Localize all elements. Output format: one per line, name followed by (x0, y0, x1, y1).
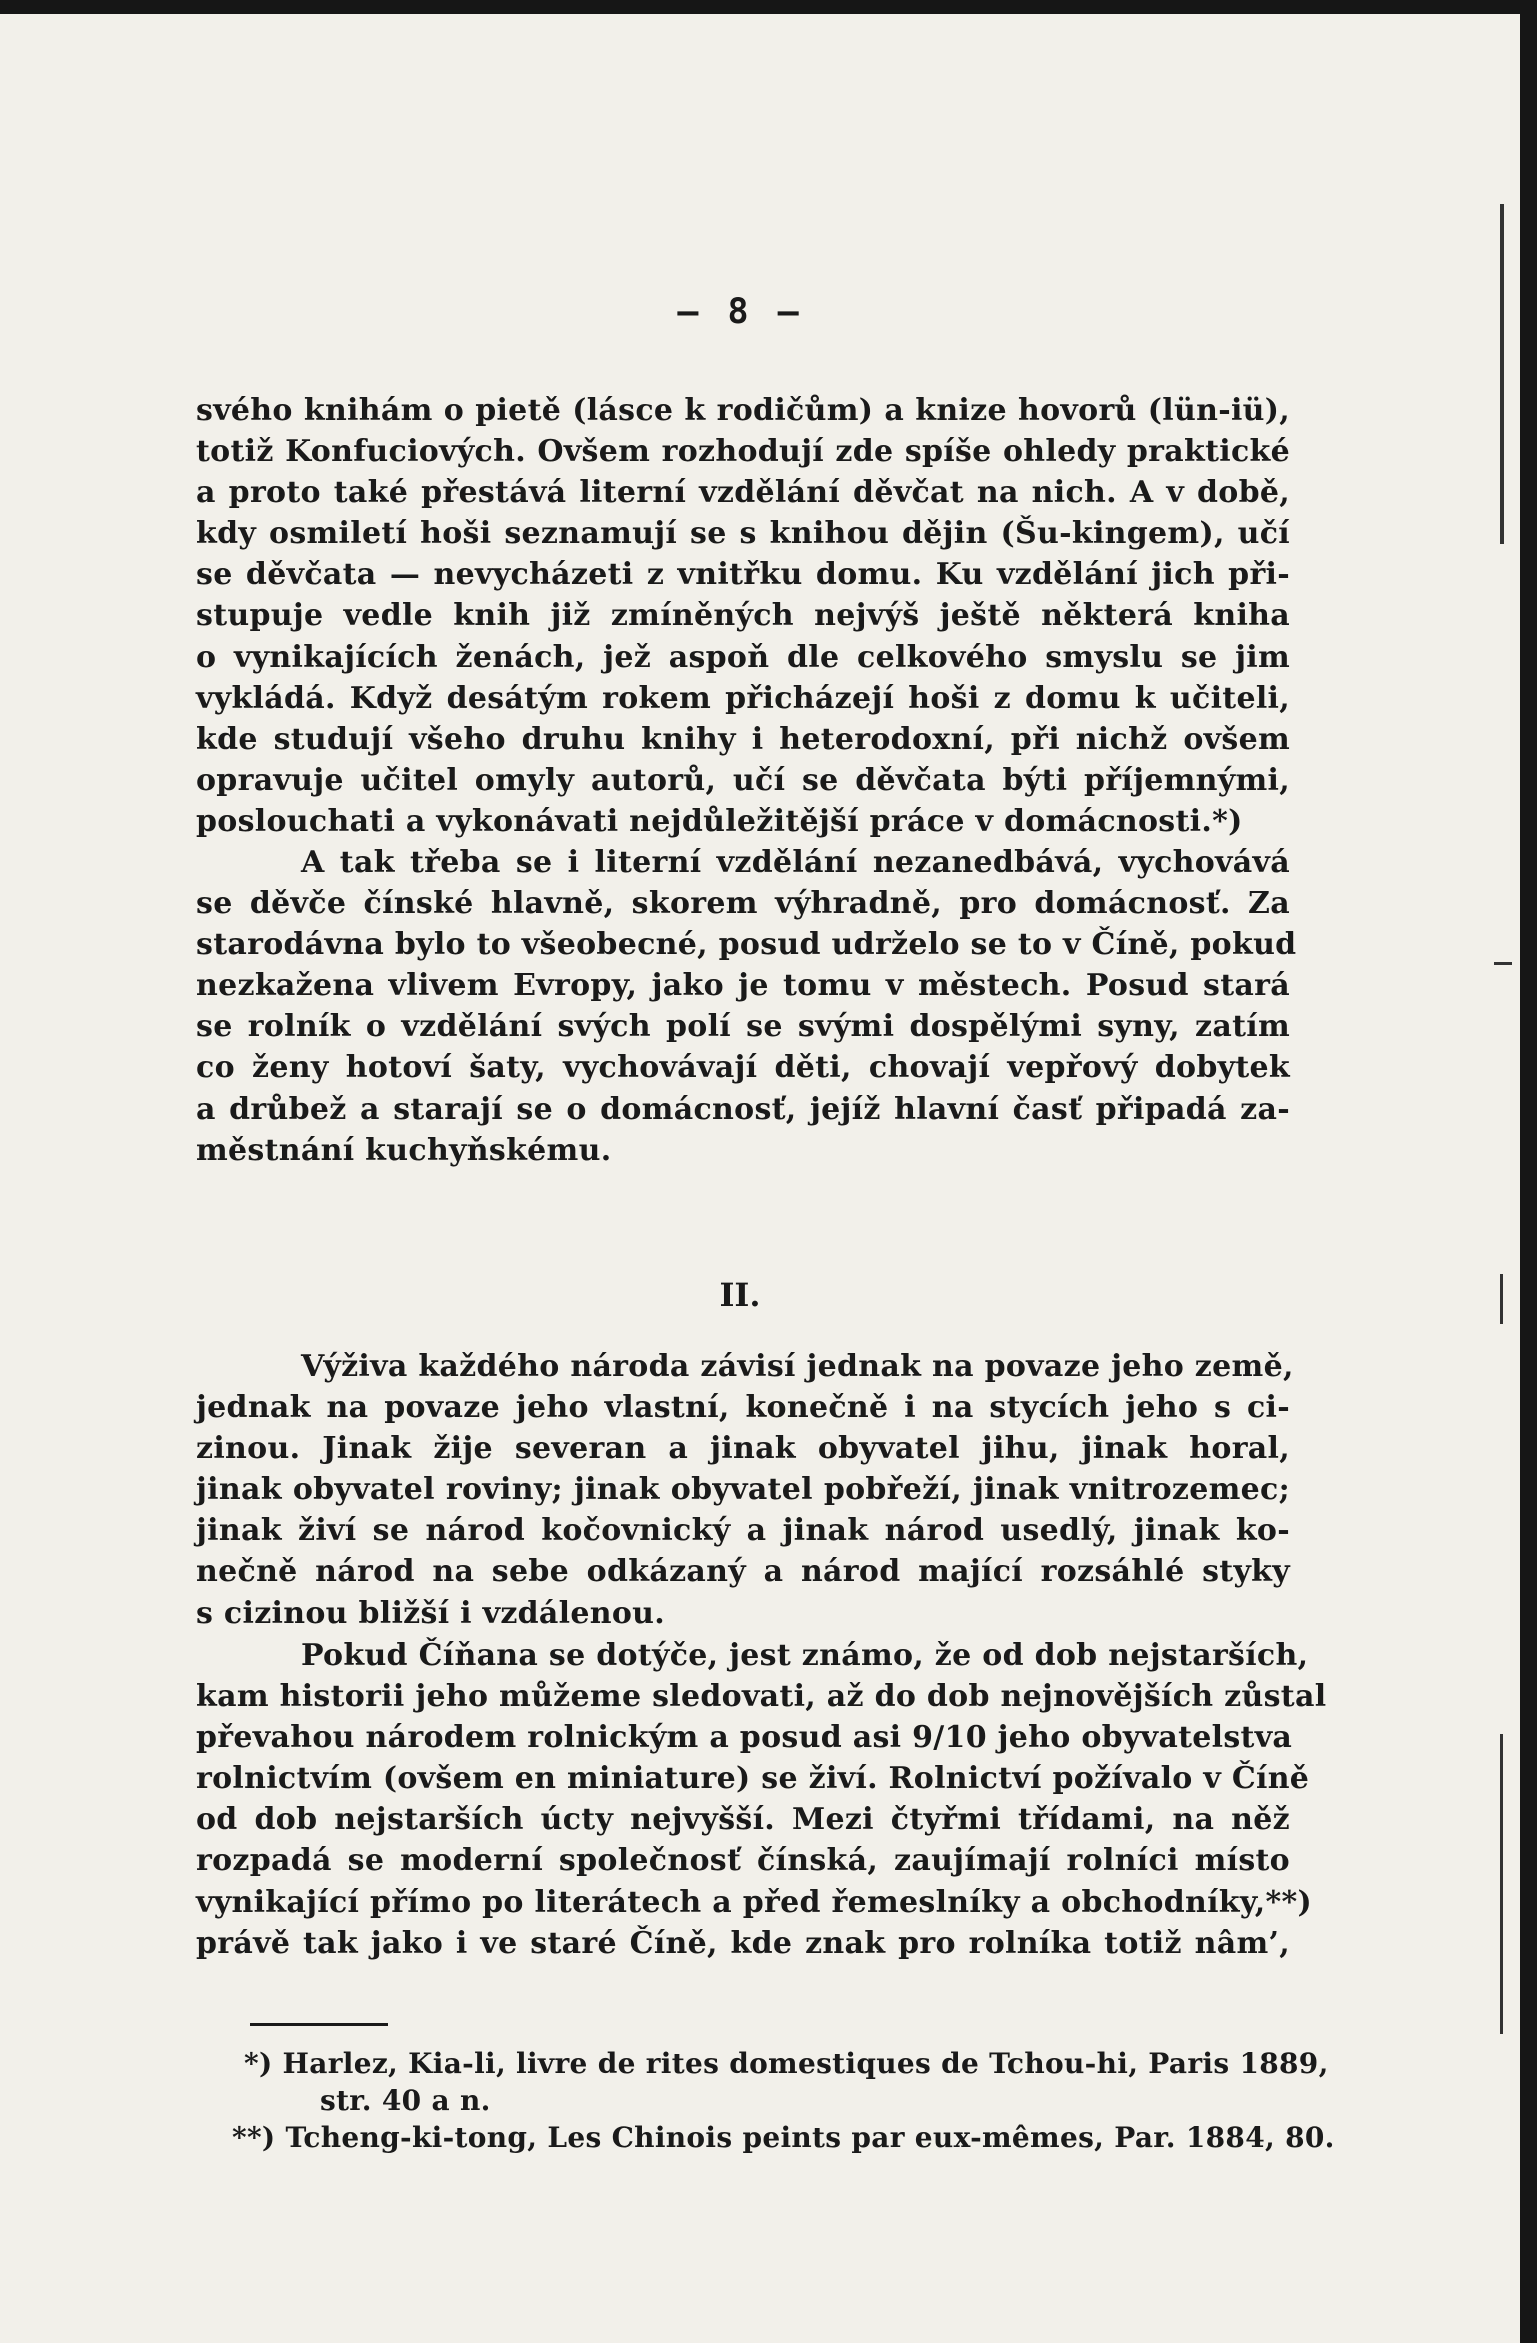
text-line: se děvčata — nevycházeti z vnitřku domu. Ku vzdělání jich při- (196, 557, 1290, 593)
text-line: a drůbež a starají se o domácnosť, jejíž hlavní časť připadá za- (196, 1091, 1290, 1127)
text-line: právě tak jako i ve staré Číně, kde znak pro rolníka totiž nâm’, (196, 1925, 1290, 1961)
text-line: nezkažena vlivem Evropy, jako je tomu v městech. Posud stará (196, 968, 1290, 1004)
text-line: kde studují všeho druhu knihy i heterodoxní, při nichž ovšem (196, 721, 1290, 757)
text-line: vykládá. Když desátým rokem přicházejí hoši z domu k učiteli, (196, 680, 1290, 716)
text-line: se děvče čínské hlavně, skorem výhradně, pro domácnosť. Za (196, 886, 1290, 922)
text-line: rolnictvím (ovšem en miniature) se živí. Rolnictví požívalo v Číně (196, 1761, 1310, 1797)
page-number: — 8 — (677, 292, 803, 332)
paragraph-1 (196, 390, 1290, 842)
scan-edge-mark (1500, 1734, 1503, 2034)
scan-edge-mark (1494, 962, 1512, 965)
text-line: a proto také přestává literní vzdělání děvčat na nich. A v době, (196, 475, 1290, 511)
text-line: o vynikajících ženách, jež aspoň dle celkového smyslu se jim (196, 639, 1290, 675)
text-line: zinou. Jinak žije severan a jinak obyvatel jihu, jinak horal, (196, 1431, 1290, 1467)
footnote-line: str. 40 a n. (320, 2084, 491, 2117)
text-line: A tak třeba se i literní vzdělání nezanedbává, vychovává (301, 845, 1290, 880)
text-line: starodávna bylo to všeobecné, posud udrželo se to v Číně, pokud (196, 927, 1297, 963)
scanned-page (0, 14, 1520, 2343)
text-line: kam historii jeho můžeme sledovati, až do dob nejnovějších zůstal (196, 1679, 1327, 1715)
text-line: opravuje učitel omyly autorů, učí se děvčata býti příjemnými, (196, 762, 1290, 798)
text-line: vynikající přímo po literátech a před řemeslníky a obchodníky,**) (196, 1884, 1312, 1920)
paragraph-3 (196, 1346, 1294, 1634)
text-line: totiž Konfuciových. Ovšem rozhodují zde spíše ohledy praktické (196, 434, 1290, 470)
scan-edge-mark (1500, 1274, 1503, 1324)
text-line: Pokud Číňana se dotýče, jest známo, že od dob nejstarších, (301, 1638, 1309, 1673)
text-line: městnání kuchyňskému. (196, 1132, 612, 1168)
text-line: rozpadá se moderní společnosť čínská, zaujímají rolníci místo (196, 1843, 1290, 1879)
text-line: Výživa každého národa závisí jednak na povaze jeho země, (301, 1349, 1294, 1384)
paragraph-4 (196, 1635, 1327, 1964)
footnotes (196, 2045, 1335, 2156)
scan-edge-mark (1500, 204, 1504, 544)
footnote-line: **) Tcheng-ki-tong, Les Chinois peints par eux-mêmes, Par. 1884, 80. (232, 2121, 1335, 2154)
text-line: jednak na povaze jeho vlastní, konečně i na stycích jeho s ci- (196, 1390, 1290, 1426)
text-line: převahou národem rolnickým a posud asi 9/10 jeho obyvatelstva (196, 1720, 1293, 1756)
section-heading: II. (719, 1276, 761, 1314)
text-line: od dob nejstarších úcty nejvyšší. Mezi čtyřmi třídami, na něž (196, 1802, 1290, 1838)
paragraph-2 (196, 842, 1297, 1171)
text-line: se rolník o vzdělání svých polí se svými dospělými syny, zatím (196, 1009, 1290, 1045)
text-line: kdy osmiletí hoši seznamují se s knihou dějin (Šu-kingem), učí (196, 516, 1290, 552)
text-line: poslouchati a vykonávati nejdůležitější práce v domácnosti.*) (196, 803, 1243, 839)
footnote-divider (250, 2023, 388, 2026)
text-line: svého knihám o pietě (lásce k rodičům) a knize hovorů (lün-iü), (196, 393, 1290, 428)
text-line: jinak obyvatel roviny; jinak obyvatel pobřeží, jinak vnitrozemec; (196, 1472, 1290, 1508)
text-line: s cizinou bližší i vzdálenou. (196, 1595, 666, 1631)
text-line: nečně národ na sebe odkázaný a národ mající rozsáhlé styky (196, 1554, 1290, 1590)
text-line: co ženy hotoví šaty, vychovávají děti, chovají vepřový dobytek (196, 1050, 1290, 1086)
footnote-line: *) Harlez, Kia-li, livre de rites domestiques de Tchou-hi, Paris 1889, (244, 2047, 1329, 2080)
text-line: jinak živí se národ kočovnický a jinak národ usedlý, jinak ko- (196, 1513, 1290, 1549)
text-line: stupuje vedle knih již zmíněných nejvýš ještě některá kniha (196, 598, 1290, 634)
